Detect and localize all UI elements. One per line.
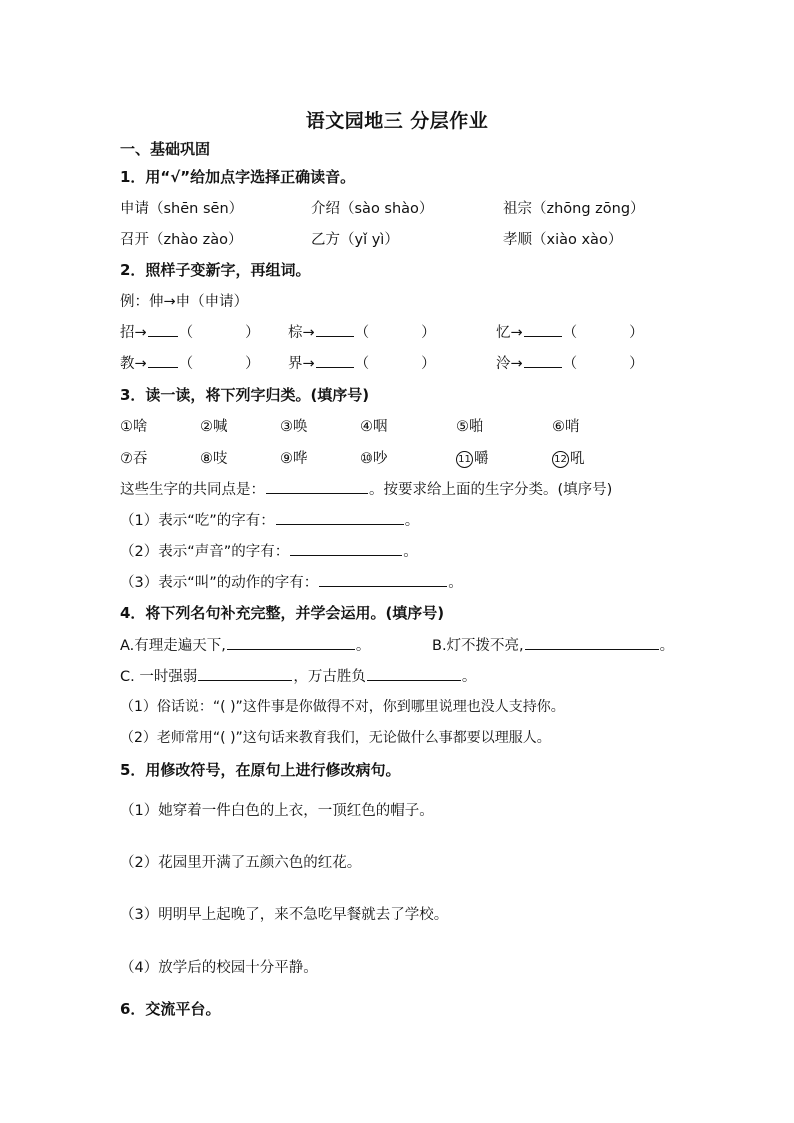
char-item: ⑦吞 [120, 451, 148, 467]
char-item: 12 吼 [552, 447, 585, 468]
question-6-heading: 6．交流平台。 [120, 1000, 221, 1018]
faulty-sentence: （4）放学后的校园十分平静。 [120, 960, 318, 976]
char-transform-item: 教→ （ ） [120, 352, 260, 373]
proverb-usage-2: （2）老师常用“( )”这句话来教育我们，无论做什么事都要以理服人。 [120, 730, 551, 746]
char-transform-item: 忆→ （ ） [496, 321, 644, 342]
proverb-usage-1: （1）俗话说：“( )”这件事是你做得不对，你到哪里说理也没人支持你。 [120, 699, 565, 715]
section-heading: 一、基础巩固 [120, 140, 211, 158]
proverb-a: A.有理走遍天下, 。 [120, 634, 370, 655]
answer-blank[interactable] [198, 666, 292, 681]
answer-blank[interactable] [266, 479, 368, 494]
pinyin-choice: 乙方（yǐ yì） [311, 232, 399, 248]
char-transform-item: 泠→ （ ） [496, 352, 644, 373]
char-item: ②喊 [200, 419, 228, 435]
sub-question: （3）表示“叫”的动作的字有： 。 [120, 571, 463, 592]
question-2-heading: 2．照样子变新字，再组词。 [120, 261, 311, 279]
answer-blank[interactable] [148, 322, 178, 337]
page-title: 语文园地三 分层作业 [305, 110, 489, 132]
char-item: ⑧吱 [200, 451, 228, 467]
char-item: ⑥哨 [552, 419, 580, 435]
pinyin-choice: 孝顺（xiào xào） [503, 232, 623, 248]
proverb-c: C. 一时强弱 ，万古胜负 。 [120, 665, 476, 686]
proverb-b: B.灯不拨不亮, 。 [432, 634, 674, 655]
char-transform-item: 棕→ （ ） [288, 321, 436, 342]
char-item: 11 嚼 [456, 447, 489, 468]
circled-number: 12 [552, 451, 569, 468]
answer-blank[interactable] [227, 635, 355, 650]
sub-question: （2）表示“声音”的字有： 。 [120, 540, 418, 561]
question-3-heading: 3．读一读，将下列字归类。(填序号) [120, 386, 370, 404]
answer-blank[interactable] [367, 666, 461, 681]
circled-number: 11 [456, 451, 473, 468]
question-5-heading: 5．用修改符号，在原句上进行修改病句。 [120, 761, 401, 779]
answer-blank[interactable] [524, 322, 562, 337]
char-item: ⑨哗 [280, 451, 308, 467]
question-4-heading: 4．将下列名句补充完整，并学会运用。(填序号) [120, 604, 445, 622]
char-item: ③唤 [280, 419, 308, 435]
pinyin-choice: 申请（shēn sēn） [120, 201, 244, 217]
char-item: ①啥 [120, 419, 148, 435]
char-item: ④咽 [360, 419, 388, 435]
common-point-line: 这些生字的共同点是： 。按要求给上面的生字分类。(填序号) [120, 478, 612, 499]
answer-blank[interactable] [148, 353, 178, 368]
answer-blank[interactable] [290, 541, 402, 556]
faulty-sentence: （1）她穿着一件白色的上衣，一顶红色的帽子。 [120, 803, 434, 819]
char-item: ⑤啪 [456, 419, 484, 435]
question-1-heading: 1．用“√”给加点字选择正确读音。 [120, 168, 356, 186]
answer-blank[interactable] [319, 572, 447, 587]
char-transform-item: 招→ （ ） [120, 321, 260, 342]
answer-blank[interactable] [276, 510, 404, 525]
answer-blank[interactable] [524, 353, 562, 368]
answer-blank[interactable] [525, 635, 659, 650]
pinyin-choice: 介绍（sào shào） [311, 201, 434, 217]
pinyin-choice: 祖宗（zhōng zōng） [503, 201, 645, 217]
answer-blank[interactable] [316, 322, 354, 337]
char-item: ⑩吵 [360, 451, 388, 467]
faulty-sentence: （2）花园里开满了五颜六色的红花。 [120, 855, 362, 871]
answer-blank[interactable] [316, 353, 354, 368]
sub-question: （1）表示“吃”的字有： 。 [120, 509, 419, 530]
pinyin-choice: 召开（zhào zào） [120, 232, 243, 248]
char-transform-item: 界→ （ ） [288, 352, 436, 373]
example-line: 例：伸→申（申请） [120, 294, 249, 310]
faulty-sentence: （3）明明早上起晚了，来不急吃早餐就去了学校。 [120, 907, 449, 923]
